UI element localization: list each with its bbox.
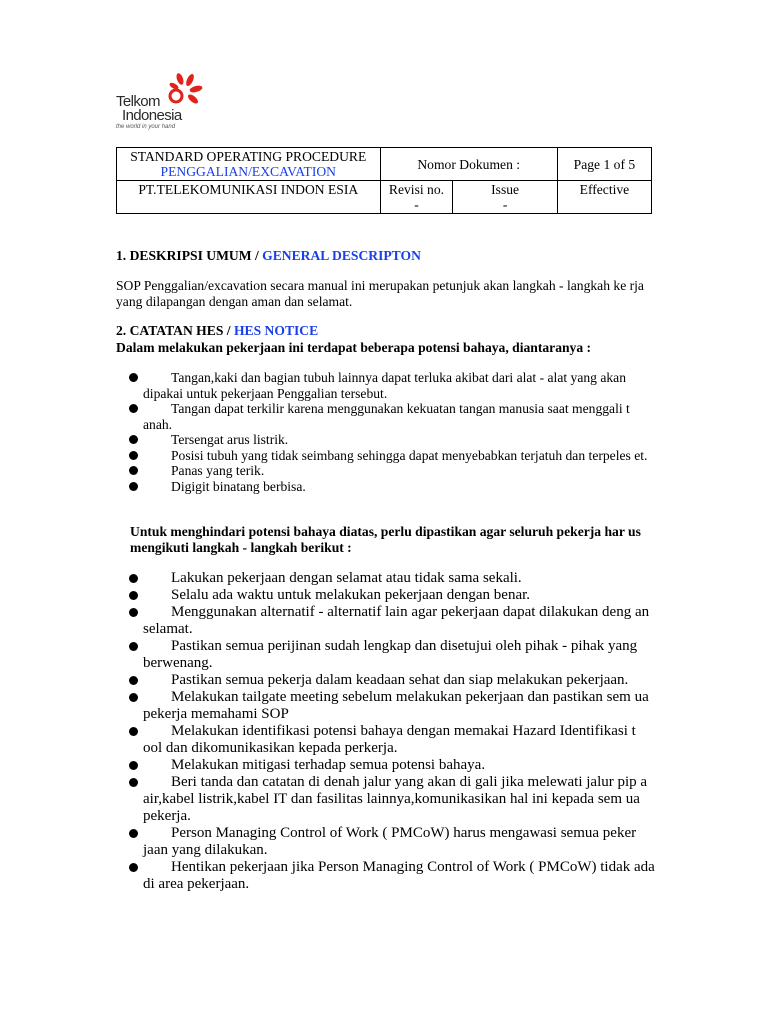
list-item <box>116 570 658 587</box>
telkom-logo-icon <box>166 72 206 108</box>
issue-label: Issue <box>491 182 520 197</box>
hazard-text: Posisi tubuh yang tidak seimbang sehingga dapat menyebabkan terjatuh dan terpeles et. <box>171 447 648 463</box>
issue-cell <box>453 181 557 214</box>
list-item <box>116 723 658 757</box>
section1-paragraph: SOP Penggalian/excavation secara manual ini merupakan petunjuk akan langkah - langkah ke rja yang dilapangan dengan aman dan selamat. <box>116 278 644 309</box>
list-item <box>116 689 658 723</box>
section1-heading-text: 1. DESKRIPSI UMUM / <box>116 248 263 263</box>
section1-heading-en: GENERAL DESCRIPTON <box>262 248 421 263</box>
step-text: Pastikan semua pekerja dalam keadaan sehat dan siap melakukan pekerjaan. <box>171 672 629 688</box>
list-item <box>116 825 658 859</box>
step-text: Selalu ada waktu untuk melakukan pekerjaan dengan benar. <box>171 587 531 603</box>
hazard-text: Tangan dapat terkilir karena menggunakan kekuatan tangan manusia saat menggali t anah. <box>143 401 630 432</box>
logo-text-telkom: Telkom <box>116 93 160 110</box>
hazard-text: Tangan,kaki dan bagian tubuh lainnya dapat terluka akibat dari alat - alat yang akan dipakai untuk pekerjaan Penggalian tersebut. <box>143 370 627 401</box>
list-item <box>116 587 658 604</box>
sop-title: STANDARD OPERATING PROCEDURE <box>130 149 367 164</box>
revision-value: - <box>414 197 419 212</box>
list-item <box>116 479 658 495</box>
sop-subtitle: PENGGALIAN/EXCAVATION <box>160 164 336 179</box>
step-text: Melakukan identifikasi potensi bahaya dengan memakai Hazard Identifikasi t ool dan dikomunikasikan kepada perkerja. <box>143 723 636 756</box>
list-item <box>116 432 658 448</box>
list-item <box>116 859 658 893</box>
step-text: Hentikan pekerjaan jika Person Managing Control of Work ( PMCoW) tidak ada di area pekerjaan. <box>143 859 655 892</box>
document-header-table <box>116 147 652 214</box>
step-text: Person Managing Control of Work ( PMCoW) harus mengawasi semua peker jaan yang dilakukan. <box>143 825 637 858</box>
revision-cell <box>380 181 453 214</box>
hazard-list <box>116 370 658 494</box>
precaution-list <box>116 570 658 893</box>
list-item <box>116 774 658 825</box>
section2-heading-en: HES NOTICE <box>233 323 319 338</box>
list-item <box>116 401 658 432</box>
list-item <box>116 672 658 689</box>
hazard-text: Tersengat arus listrik. <box>171 432 289 447</box>
section1-heading <box>116 248 421 264</box>
hazard-text: Digigit binatang berbisa. <box>171 478 306 494</box>
page-number: Page 1 of 5 <box>557 148 651 181</box>
logo-tagline: the world in your hand <box>116 124 176 130</box>
list-item <box>116 370 658 401</box>
list-item <box>116 638 658 672</box>
section2-heading-text: 2. CATATAN HES / <box>116 323 234 338</box>
step-text: Pastikan semua perijinan sudah lengkap dan disetujui oleh pihak - pihak yang berwenang. <box>143 638 638 671</box>
revision-label: Revisi no. <box>388 182 445 197</box>
logo-text-indonesia: Indonesia <box>122 107 182 124</box>
doc-number-label: Nomor Dokumen : <box>380 148 557 181</box>
sop-title-cell <box>117 148 381 181</box>
list-item <box>116 757 658 774</box>
hazard-intro: Dalam melakukan pekerjaan ini terdapat beberapa potensi bahaya, diantaranya : <box>116 340 592 355</box>
telkom-logo <box>114 70 224 134</box>
list-item <box>116 448 658 464</box>
step-text: Beri tanda dan catatan di denah jalur yang akan di gali jika melewati jalur pip a air,kabel listrik,kabel IT dan fasilitas lainnya,komunikasikan hal ini kepada sem ua pekerja. <box>143 774 648 824</box>
step-text: Melakukan mitigasi terhadap semua potensi bahaya. <box>171 757 486 773</box>
list-item <box>116 463 658 479</box>
step-text: Menggunakan alternatif - alternatif lain agar pekerjaan dapat dilakukan deng an selamat. <box>143 604 650 637</box>
hazard-text: Panas yang terik. <box>171 463 265 478</box>
step-text: Lakukan pekerjaan dengan selamat atau tidak sama sekali. <box>171 570 522 586</box>
precaution-intro: Untuk menghindari potensi bahaya diatas, perlu dipastikan agar seluruh pekerja har us mengikuti langkah - langkah berikut : <box>130 524 641 555</box>
company-name: PT.TELEKOMUNIKASI INDON ESIA <box>117 181 381 214</box>
effective-label: Effective <box>557 181 651 214</box>
step-text: Melakukan tailgate meeting sebelum melakukan pekerjaan dan pastikan sem ua pekerja memahami SOP <box>143 689 649 722</box>
section2-heading <box>116 323 318 339</box>
list-item <box>116 604 658 638</box>
issue-value: - <box>502 197 508 212</box>
